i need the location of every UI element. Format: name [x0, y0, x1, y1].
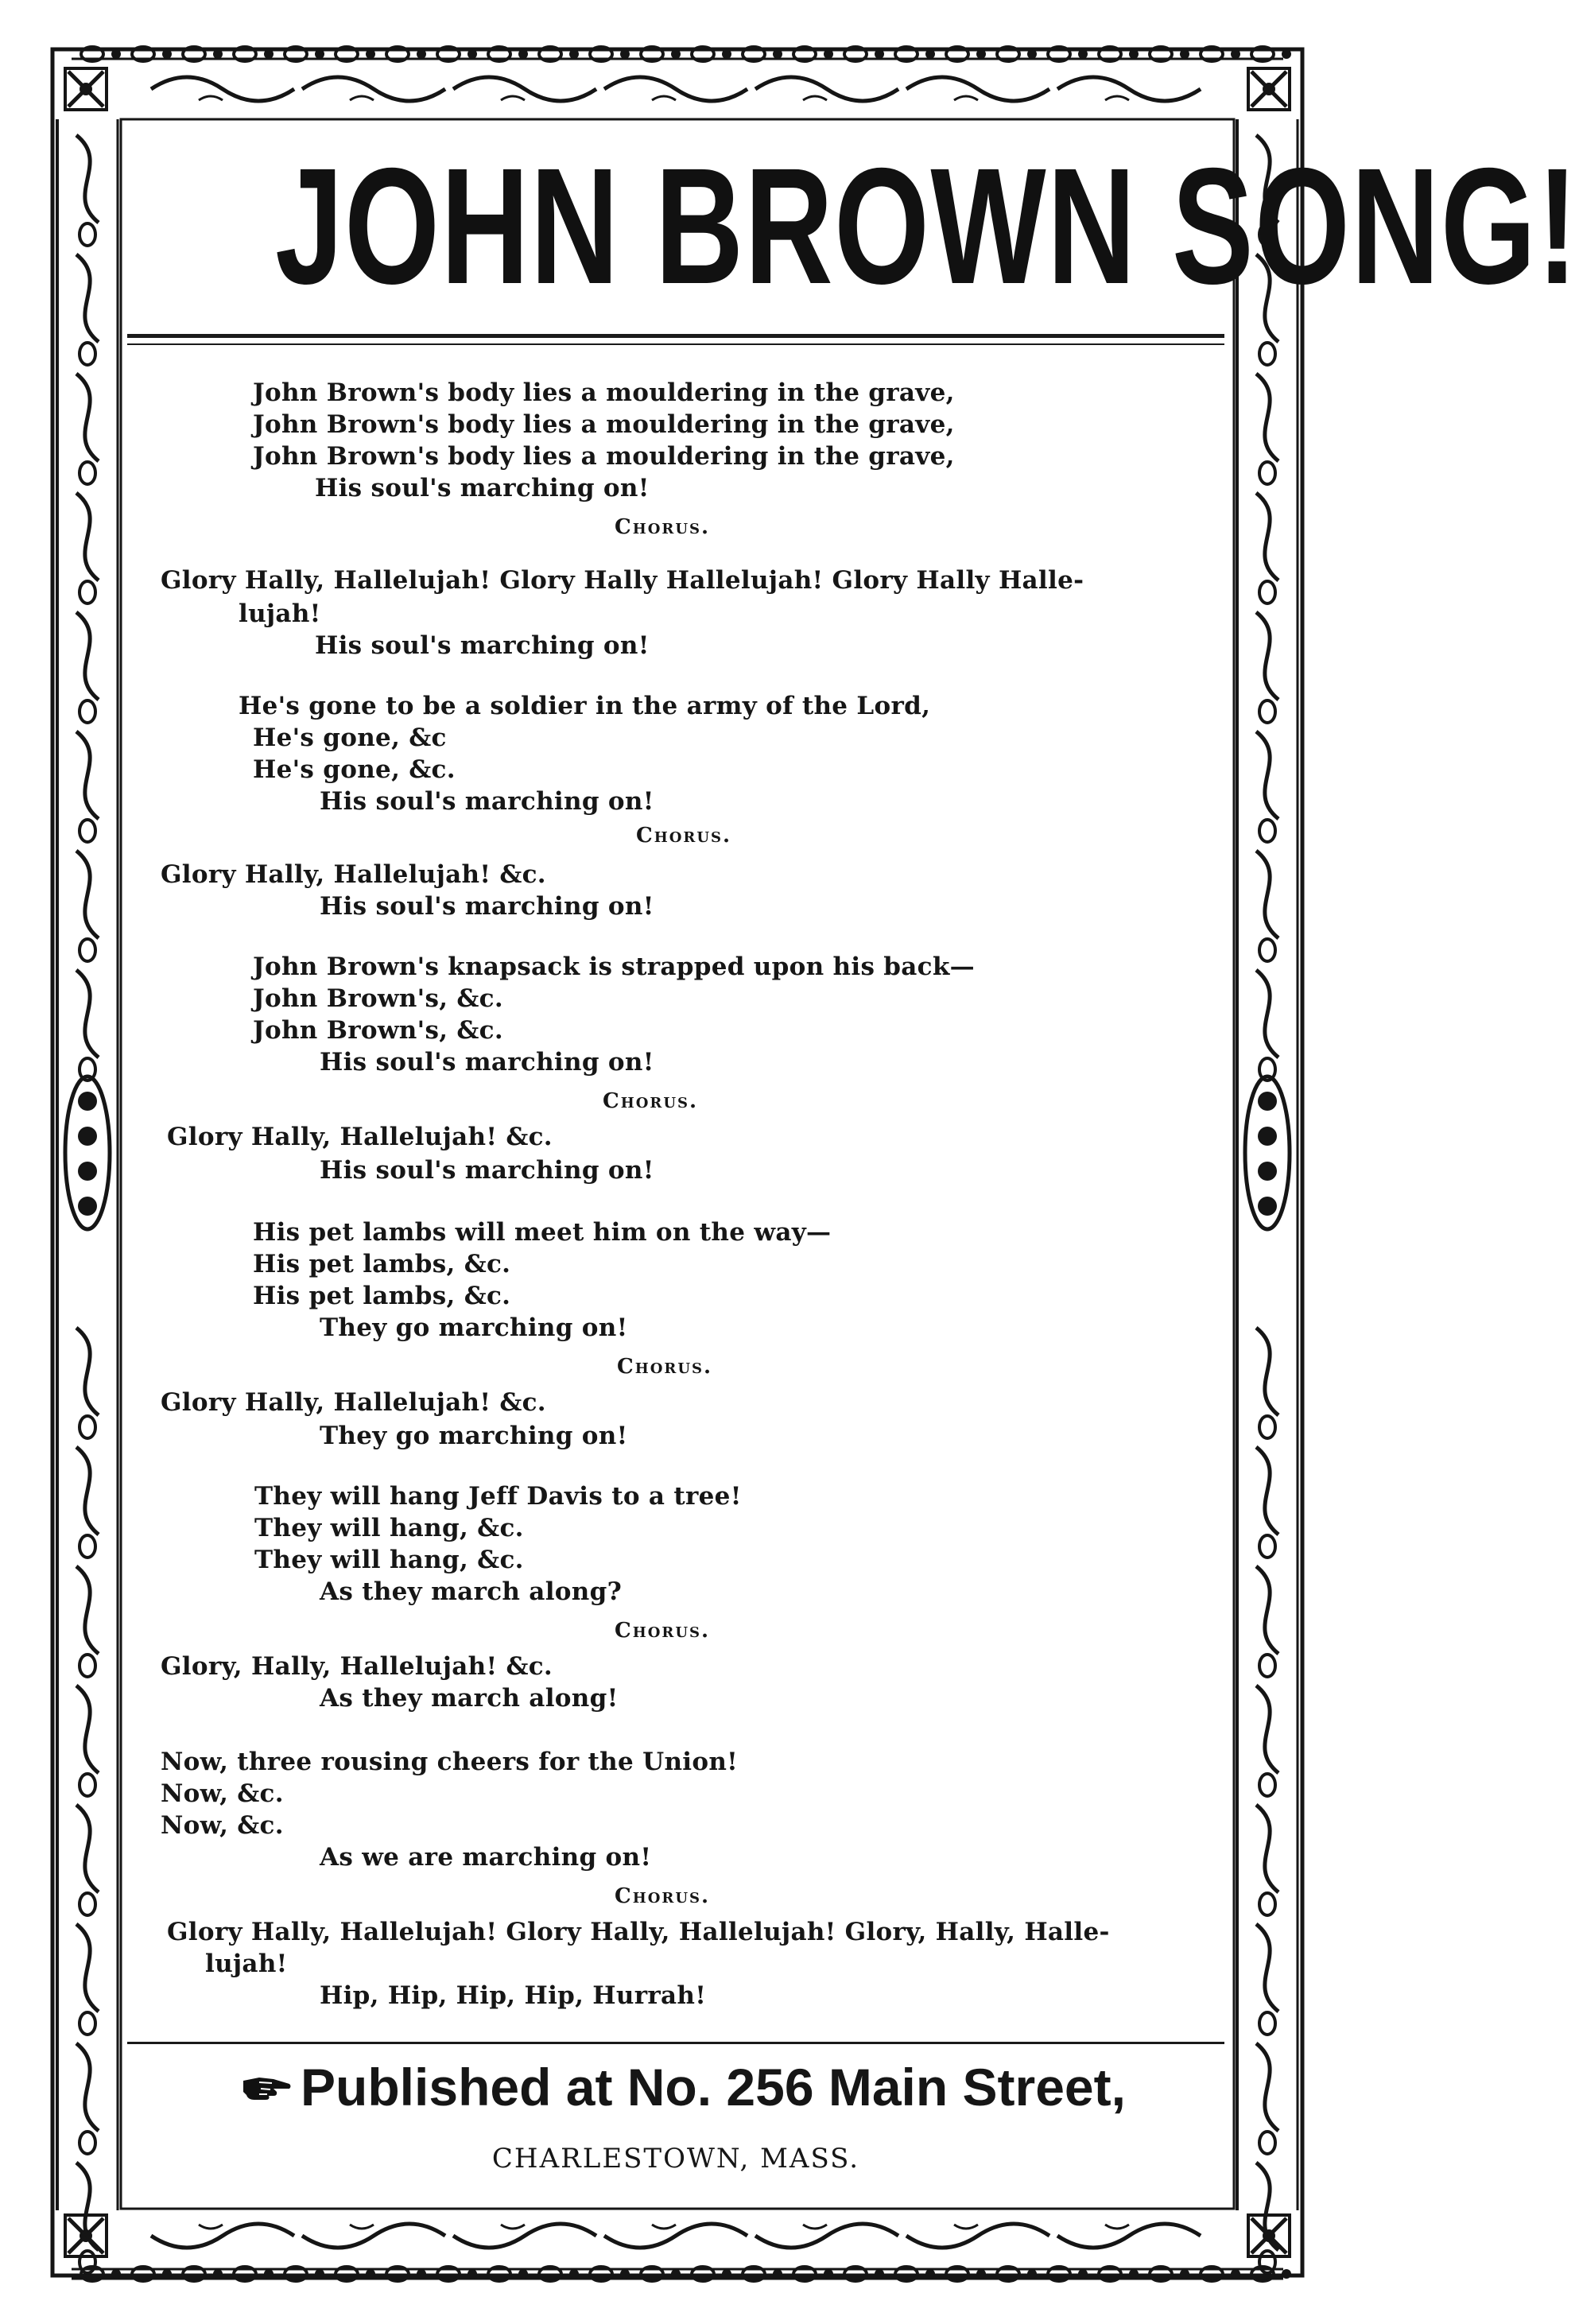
- chain-knot-ornament: [518, 49, 528, 59]
- chain-knot-ornament: [671, 49, 681, 59]
- side-vine-swirl: [76, 970, 99, 1057]
- side-vine-swirl: [1256, 1447, 1278, 1534]
- chorus-line: Glory Hally, Hallelujah! Glory Hally, Hallelujah! Glory, Hally, Halle-: [167, 1918, 1110, 1946]
- chain-knot-ornament: [976, 2269, 986, 2279]
- side-vine-swirl: [76, 851, 99, 938]
- side-vine-bead: [1259, 1416, 1275, 1438]
- verse-refrain: His soul's marching on!: [315, 474, 650, 502]
- side-vine-swirl: [76, 731, 99, 819]
- song-title: JOHN BROWN SONG!: [275, 134, 1579, 319]
- side-vine-bead: [1259, 1774, 1275, 1796]
- side-vine-swirl: [1256, 1805, 1278, 1892]
- side-vine-swirl: [76, 493, 99, 580]
- chorus-line: Glory Hally, Hallelujah! Glory Hally Hallelujah! Glory Hally Halle-: [161, 566, 1084, 595]
- chain-knot-ornament: [824, 2269, 833, 2279]
- side-vine-swirl: [76, 2043, 99, 2131]
- chain-knot-ornament: [264, 49, 274, 59]
- side-vine-bead: [80, 223, 95, 246]
- side-vine-bead: [1259, 2012, 1275, 2035]
- chain-knot-ornament: [620, 2269, 630, 2279]
- scroll-swirl-ornament: [604, 2224, 747, 2248]
- scroll-curl-ornament: [199, 2225, 223, 2229]
- chain-knot-ornament: [366, 49, 375, 59]
- chain-knot-ornament: [722, 49, 731, 59]
- scroll-curl-ornament: [1105, 96, 1129, 100]
- chain-knot-ornament: [162, 2269, 172, 2279]
- chain-knot-ornament: [875, 2269, 884, 2279]
- side-vine-bead: [80, 1535, 95, 1558]
- chain-knot-ornament: [569, 49, 579, 59]
- side-vine-bead: [80, 820, 95, 842]
- scroll-curl-ornament: [652, 2225, 676, 2229]
- verse-line: John Brown's, &c.: [253, 1016, 503, 1045]
- side-vine-swirl: [76, 1447, 99, 1534]
- title-rule: [127, 334, 1224, 338]
- chain-knot-ornament: [111, 2269, 121, 2279]
- chain-knot-ornament: [417, 49, 426, 59]
- chorus-label: Chorus.: [615, 515, 711, 539]
- chorus-line: lujah!: [205, 1950, 288, 1978]
- side-vine-bead: [1259, 1535, 1275, 1558]
- verse-line: They will hang Jeff Davis to a tree!: [254, 1482, 742, 1511]
- scroll-swirl-ornament: [151, 2224, 294, 2248]
- verse-line: Now, three rousing cheers for the Union!: [161, 1748, 739, 1776]
- chain-knot-ornament: [925, 2269, 935, 2279]
- scroll-swirl-ornament: [1057, 2224, 1201, 2248]
- chorus-label: Chorus.: [636, 824, 732, 848]
- side-vine-bead: [80, 939, 95, 961]
- chorus-refrain: His soul's marching on!: [320, 1156, 654, 1185]
- chain-knot-ornament: [1231, 49, 1240, 59]
- side-medallion-bead: [1258, 1197, 1277, 1216]
- verse-line: He's gone to be a soldier in the army of the Lord,: [239, 692, 931, 720]
- chain-knot-ornament: [417, 2269, 426, 2279]
- side-vine-bead: [80, 1655, 95, 1677]
- side-medallion-bead: [1258, 1092, 1277, 1111]
- side-vine-bead: [1259, 939, 1275, 961]
- side-vine-swirl: [1256, 851, 1278, 938]
- chain-knot-ornament: [213, 49, 223, 59]
- chain-knot-ornament: [620, 49, 630, 59]
- chain-knot-ornament: [1282, 49, 1291, 59]
- corner-center-ornament: [1263, 83, 1275, 95]
- chain-knot-ornament: [315, 2269, 324, 2279]
- chain-knot-ornament: [671, 2269, 681, 2279]
- chain-knot-ornament: [1129, 49, 1139, 59]
- verse-line: His pet lambs will meet him on the way—: [253, 1218, 832, 1247]
- scroll-swirl-ornament: [151, 77, 294, 101]
- chorus-label: Chorus.: [615, 1619, 711, 1643]
- side-vine-swirl: [1256, 1566, 1278, 1654]
- side-vine-bead: [80, 462, 95, 484]
- scroll-curl-ornament: [652, 96, 676, 100]
- scroll-swirl-ornament: [302, 77, 445, 101]
- scroll-swirl-ornament: [755, 2224, 898, 2248]
- chain-knot-ornament: [1231, 2269, 1240, 2279]
- verse-line: John Brown's body lies a mouldering in the grave,: [253, 410, 955, 439]
- verse-line: John Brown's body lies a mouldering in the grave,: [253, 442, 955, 471]
- chain-knot-ornament: [569, 2269, 579, 2279]
- scroll-curl-ornament: [954, 96, 978, 100]
- side-vine-bead: [80, 700, 95, 723]
- chorus-label: Chorus.: [615, 1884, 711, 1908]
- side-medallion-bead: [78, 1197, 97, 1216]
- verse-line: He's gone, &c.: [253, 755, 456, 784]
- chorus-refrain: His soul's marching on!: [320, 892, 654, 921]
- side-vine-bead: [1259, 700, 1275, 723]
- side-vine-bead: [1259, 1893, 1275, 1915]
- side-vine-swirl: [76, 135, 99, 223]
- side-vine-bead: [80, 1774, 95, 1796]
- chain-knot-ornament: [162, 49, 172, 59]
- chain-knot-ornament: [366, 2269, 375, 2279]
- verse-refrain: As we are marching on!: [320, 1843, 652, 1872]
- verse-line: John Brown's knapsack is strapped upon his back—: [253, 952, 975, 981]
- side-vine-swirl: [76, 1686, 99, 1773]
- scroll-curl-ornament: [803, 2225, 827, 2229]
- scroll-swirl-ornament: [302, 2224, 445, 2248]
- side-medallion-bead: [78, 1092, 97, 1111]
- chain-knot-ornament: [773, 49, 782, 59]
- scroll-swirl-ornament: [453, 2224, 596, 2248]
- side-vine-swirl: [1256, 1686, 1278, 1773]
- side-vine-bead: [80, 2132, 95, 2154]
- side-vine-swirl: [1256, 1924, 1278, 2012]
- side-medallion-bead: [1258, 1162, 1277, 1181]
- side-vine-swirl: [76, 1566, 99, 1654]
- scroll-swirl-ornament: [604, 77, 747, 101]
- chain-knot-ornament: [773, 2269, 782, 2279]
- side-vine-swirl: [1256, 970, 1278, 1057]
- chain-knot-ornament: [213, 2269, 223, 2279]
- verse-line: Now, &c.: [161, 1811, 284, 1840]
- scroll-curl-ornament: [954, 2225, 978, 2229]
- scroll-curl-ornament: [803, 96, 827, 100]
- side-vine-swirl: [1256, 731, 1278, 819]
- pointing-hand-icon: [242, 2071, 293, 2103]
- publisher-text: Published at No. 256 Main Street,: [301, 2058, 1126, 2116]
- corner-center-ornament: [80, 83, 92, 95]
- scroll-swirl-ornament: [453, 77, 596, 101]
- chain-knot-ornament: [925, 49, 935, 59]
- chain-knot-ornament: [467, 2269, 477, 2279]
- side-vine-swirl: [76, 254, 99, 342]
- chain-knot-ornament: [1078, 49, 1088, 59]
- scroll-curl-ornament: [1105, 2225, 1129, 2229]
- chain-knot-ornament: [518, 2269, 528, 2279]
- chain-knot-ornament: [1180, 2269, 1189, 2279]
- scroll-curl-ornament: [350, 2225, 374, 2229]
- title-rule-thin: [127, 343, 1224, 345]
- scroll-swirl-ornament: [1057, 77, 1201, 101]
- scroll-curl-ornament: [199, 96, 223, 100]
- chorus-line: Glory Hally, Hallelujah! &c.: [161, 860, 546, 889]
- side-vine-bead: [1259, 1655, 1275, 1677]
- chorus-line: Glory, Hally, Hallelujah! &c.: [161, 1652, 553, 1681]
- chain-knot-ornament: [111, 49, 121, 59]
- chain-knot-ornament: [722, 2269, 731, 2279]
- chorus-label: Chorus.: [617, 1355, 713, 1379]
- verse-line: They will hang, &c.: [254, 1514, 524, 1542]
- chorus-line: Glory Hally, Hallelujah! &c.: [167, 1123, 553, 1151]
- publisher-city: CHARLESTOWN, MASS.: [491, 2143, 860, 2175]
- chain-knot-ornament: [1129, 2269, 1139, 2279]
- side-vine-swirl: [76, 1805, 99, 1892]
- chorus-line: lujah!: [239, 599, 321, 628]
- side-vine-swirl: [1256, 493, 1278, 580]
- side-vine-bead: [80, 1893, 95, 1915]
- side-vine-bead: [80, 1416, 95, 1438]
- verse-refrain: They go marching on!: [320, 1313, 628, 1342]
- chorus-refrain: His soul's marching on!: [315, 631, 650, 660]
- side-vine-bead: [80, 2012, 95, 2035]
- scroll-curl-ornament: [501, 96, 525, 100]
- side-vine-swirl: [1256, 612, 1278, 700]
- side-vine-swirl: [76, 1924, 99, 2012]
- side-vine-swirl: [76, 612, 99, 700]
- chain-knot-ornament: [1027, 2269, 1037, 2279]
- final-refrain: Hip, Hip, Hip, Hip, Hurrah!: [320, 1981, 707, 2010]
- chorus-line: Glory Hally, Hallelujah! &c.: [161, 1388, 546, 1417]
- scroll-curl-ornament: [501, 2225, 525, 2229]
- side-vine-bead: [1259, 820, 1275, 842]
- verse-line: John Brown's body lies a mouldering in the grave,: [253, 378, 955, 407]
- chain-knot-ornament: [976, 49, 986, 59]
- chain-knot-ornament: [315, 49, 324, 59]
- footer-rule: [127, 2042, 1224, 2044]
- verse-refrain: His soul's marching on!: [320, 1048, 654, 1077]
- verse-line: They will hang, &c.: [254, 1546, 524, 1574]
- side-vine-bead: [80, 581, 95, 603]
- scroll-swirl-ornament: [755, 77, 898, 101]
- side-vine-bead: [1259, 581, 1275, 603]
- side-medallion-bead: [1258, 1127, 1277, 1146]
- verse-line: He's gone, &c: [253, 724, 447, 752]
- chain-knot-ornament: [264, 2269, 274, 2279]
- verse-line: John Brown's, &c.: [253, 984, 503, 1013]
- verse-refrain: His soul's marching on!: [320, 787, 654, 816]
- chain-knot-ornament: [1180, 49, 1189, 59]
- chain-knot-ornament: [467, 49, 477, 59]
- side-vine-swirl: [76, 374, 99, 461]
- side-vine-bead: [1259, 2132, 1275, 2154]
- side-vine-swirl: [1256, 2043, 1278, 2131]
- verse-refrain: As they march along?: [320, 1577, 623, 1606]
- side-medallion-bead: [78, 1127, 97, 1146]
- side-vine-bead: [1259, 462, 1275, 484]
- chain-knot-ornament: [824, 49, 833, 59]
- side-vine-bead: [1259, 343, 1275, 365]
- side-vine-swirl: [1256, 1328, 1278, 1415]
- side-vine-swirl: [76, 1328, 99, 1415]
- verse-line: His pet lambs, &c.: [253, 1282, 511, 1310]
- side-vine-swirl: [1256, 374, 1278, 461]
- chorus-refrain: They go marching on!: [320, 1422, 628, 1450]
- verse-line: His pet lambs, &c.: [253, 1250, 511, 1278]
- publisher-line: [143, 2055, 1224, 2119]
- chorus-refrain: As they march along!: [320, 1684, 619, 1713]
- verse-line: Now, &c.: [161, 1779, 284, 1808]
- chorus-label: Chorus.: [603, 1089, 699, 1113]
- scroll-swirl-ornament: [906, 77, 1049, 101]
- chain-knot-ornament: [1078, 2269, 1088, 2279]
- chain-knot-ornament: [1027, 49, 1037, 59]
- side-medallion-bead: [78, 1162, 97, 1181]
- chain-knot-ornament: [875, 49, 884, 59]
- chain-knot-ornament: [1282, 2269, 1291, 2279]
- side-vine-bead: [80, 343, 95, 365]
- scroll-swirl-ornament: [906, 2224, 1049, 2248]
- scroll-curl-ornament: [350, 96, 374, 100]
